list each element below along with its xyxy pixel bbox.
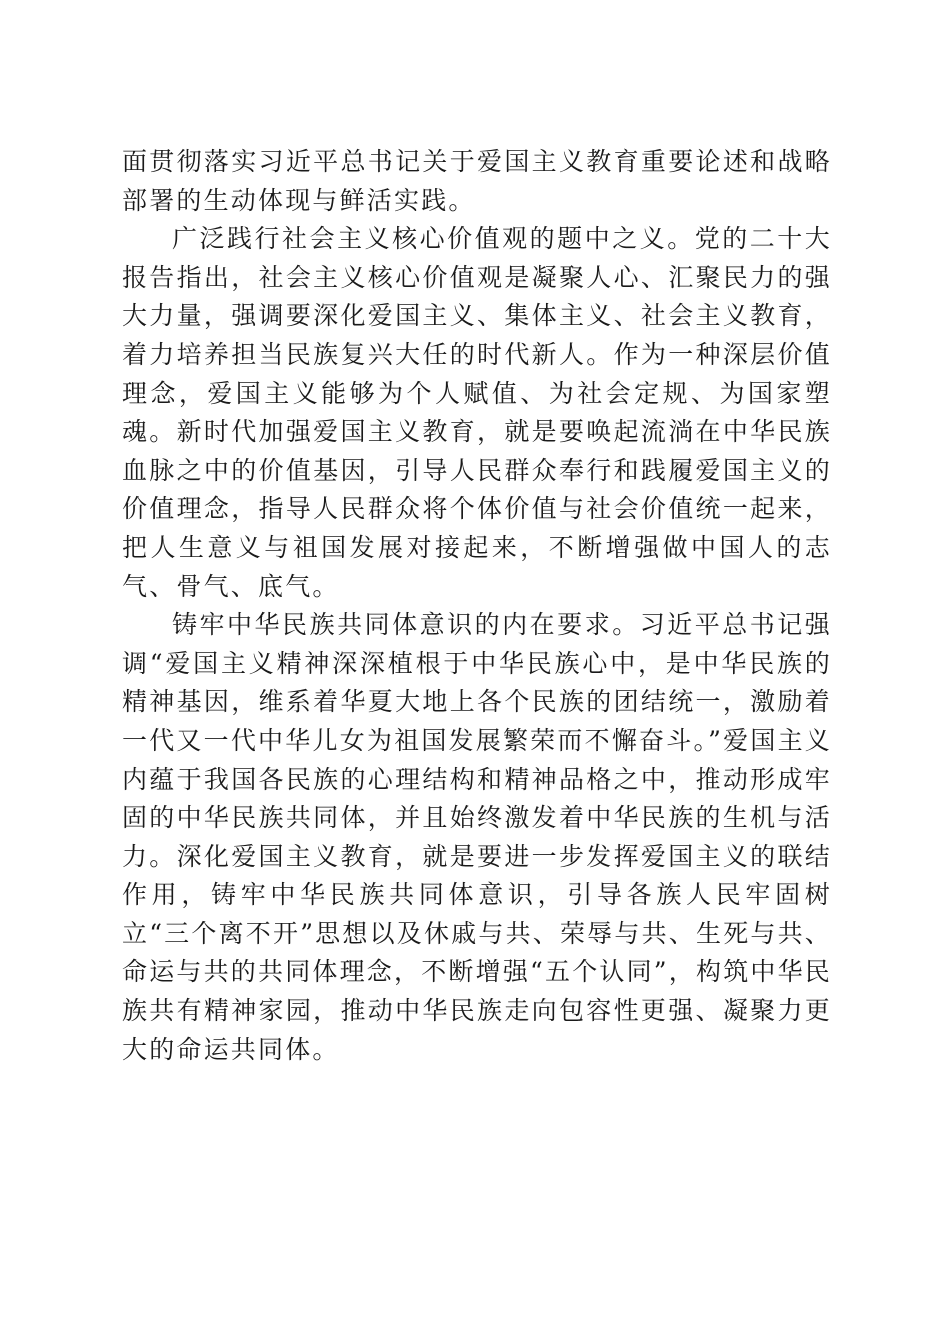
paragraph-core-values: 广泛践行社会主义核心价值观的题中之义。党的二十大报告指出，社会主义核心价值观是凝聚人心、汇聚民力的强大力量，强调要深化爱国主义、集体主义、社会主义教育，着力培养担当民族复兴大任的时代新人。作为一种深层价值理念，爱国主义能够为个人赋值、为社会定规、为国家塑魂。新时代加强爱国主义教育，就是要唤起流淌在中华民族血脉之中的价值基因，引导人民群众奉行和践履爱国主义的价值理念，指导人民群众将个体价值与社会价值统一起来，把人生意义与祖国发展对接起来，不断增强做中国人的志气、骨气、底气。 bbox=[122, 224, 832, 601]
paragraph-continuation: 面贯彻落实习近平总书记关于爱国主义教育重要论述和战略部署的生动体现与鲜活实践。 bbox=[122, 147, 832, 215]
paragraph-national-community: 铸牢中华民族共同体意识的内在要求。习近平总书记强调“爱国主义精神深深植根于中华民族心中，是中华民族的精神基因，维系着华夏大地上各个民族的团结统一，激励着一代又一代中华儿女为祖国发展繁荣而不懈奋斗。”爱国主义内蕴于我国各民族的心理结构和精神品格之中，推动形成牢固的中华民族共同体，并且始终激发着中华民族的生机与活力。深化爱国主义教育，就是要进一步发挥爱国主义的联结作用，铸牢中华民族共同体意识，引导各族人民牢固树立“三个离不开”思想以及休戚与共、荣辱与共、生死与共、命运与共的共同体理念，不断增强“五个认同”，构筑中华民族共有精神家园，推动中华民族走向包容性更强、凝聚力更大的命运共同体。 bbox=[122, 610, 832, 1064]
document-body bbox=[122, 143, 832, 1069]
